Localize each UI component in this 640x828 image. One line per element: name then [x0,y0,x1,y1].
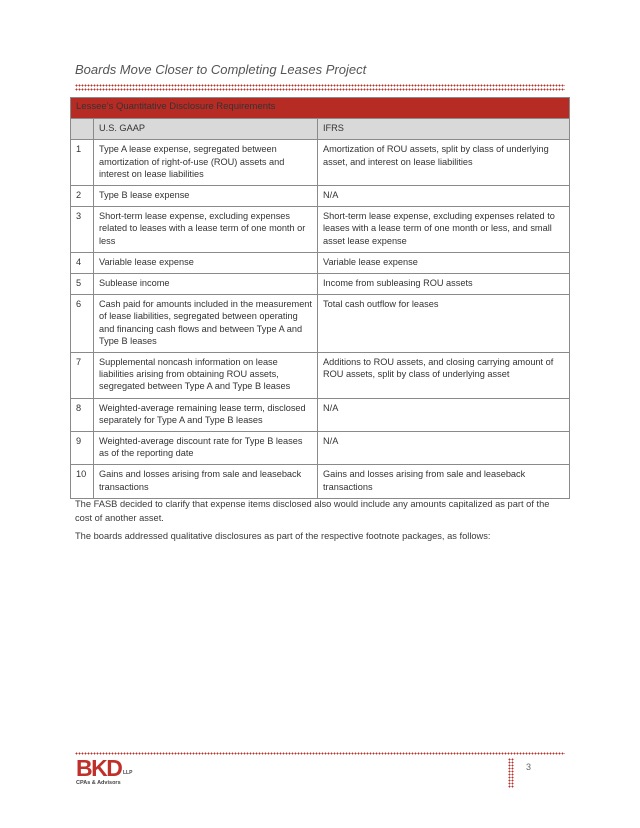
ifrs-cell: Income from subleasing ROU assets [318,274,570,295]
gaap-cell: Sublease income [94,274,318,295]
header-dotted-rule-2 [75,88,565,91]
row-number: 7 [71,353,94,399]
body-paragraph-expense-items: The FASB decided to clarify that expense items disclosed also would include any amounts capitalized as part of the cost of another asset. [75,499,550,523]
row-number: 2 [71,186,94,207]
gaap-cell: Weighted-average discount rate for Type B leases as of the reporting date [94,432,318,465]
table-row [71,398,570,431]
disclosure-table [70,97,570,499]
table-row [71,295,570,353]
ifrs-cell: N/A [318,186,570,207]
gaap-cell: Weighted-average remaining lease term, disclosed separately for Type A and Type B leases [94,398,318,431]
table-row [71,353,570,399]
page-number: 3 [526,762,532,772]
ifrs-cell: N/A [318,398,570,431]
table-row [71,274,570,295]
table-row [71,186,570,207]
footer-vertical-dots [508,758,514,788]
row-number: 8 [71,398,94,431]
logo-wordmark: BKD [76,755,122,781]
row-number: 3 [71,207,94,253]
table-row [71,252,570,273]
gaap-cell: Supplemental noncash information on lease liabilities arising from obtaining ROU assets, segregated between Type A and Type B leases [94,353,318,399]
row-number: 1 [71,140,94,186]
row-number: 10 [71,465,94,498]
bkd-logo [76,755,133,786]
page-header-title: Boards Move Closer to Completing Leases Project [75,62,367,77]
ifrs-cell: Additions to ROU assets, and closing carrying amount of ROU assets, split by class of underlying asset [318,353,570,399]
footer-dotted-rule [75,752,565,755]
gaap-cell: Short-term lease expense, excluding expenses related to leases with a lease term of one month or less [94,207,318,253]
row-number: 6 [71,295,94,353]
column-header-number [71,119,94,140]
gaap-cell: Cash paid for amounts included in the measurement of lease liabilities, segregated between operating and financing cash flows and between Type A and Type B leases [94,295,318,353]
gaap-cell: Type B lease expense [94,186,318,207]
logo-llp: LLP [123,770,133,776]
header-dotted-rule [75,84,565,87]
gaap-cell: Type A lease expense, segregated between amortization of right-of-use (ROU) assets and interest on lease liabilities [94,140,318,186]
column-header-ifrs: IFRS [318,119,570,140]
ifrs-cell: Gains and losses arising from sale and leaseback transactions [318,465,570,498]
table-row [71,432,570,465]
gaap-cell: Gains and losses arising from sale and leaseback transactions [94,465,318,498]
ifrs-cell: Amortization of ROU assets, split by class of underlying asset, and interest on lease liabilities [318,140,570,186]
table-title: Lessee’s Quantitative Disclosure Requirements [71,98,570,119]
row-number: 4 [71,252,94,273]
ifrs-cell: Short-term lease expense, excluding expenses related to leases with a lease term of one month or less, and small asset lease expense [318,207,570,253]
logo-tagline: CPAs & Advisors [76,780,121,786]
column-header-gaap: U.S. GAAP [94,119,318,140]
gaap-cell: Variable lease expense [94,252,318,273]
ifrs-cell: Variable lease expense [318,252,570,273]
body-paragraph-qualitative: The boards addressed qualitative disclosures as part of the respective footnote packages, as follows: [75,531,491,541]
ifrs-cell: Total cash outflow for leases [318,295,570,353]
row-number: 5 [71,274,94,295]
row-number: 9 [71,432,94,465]
table-row [71,465,570,498]
table-row [71,140,570,186]
ifrs-cell: N/A [318,432,570,465]
table-row [71,207,570,253]
